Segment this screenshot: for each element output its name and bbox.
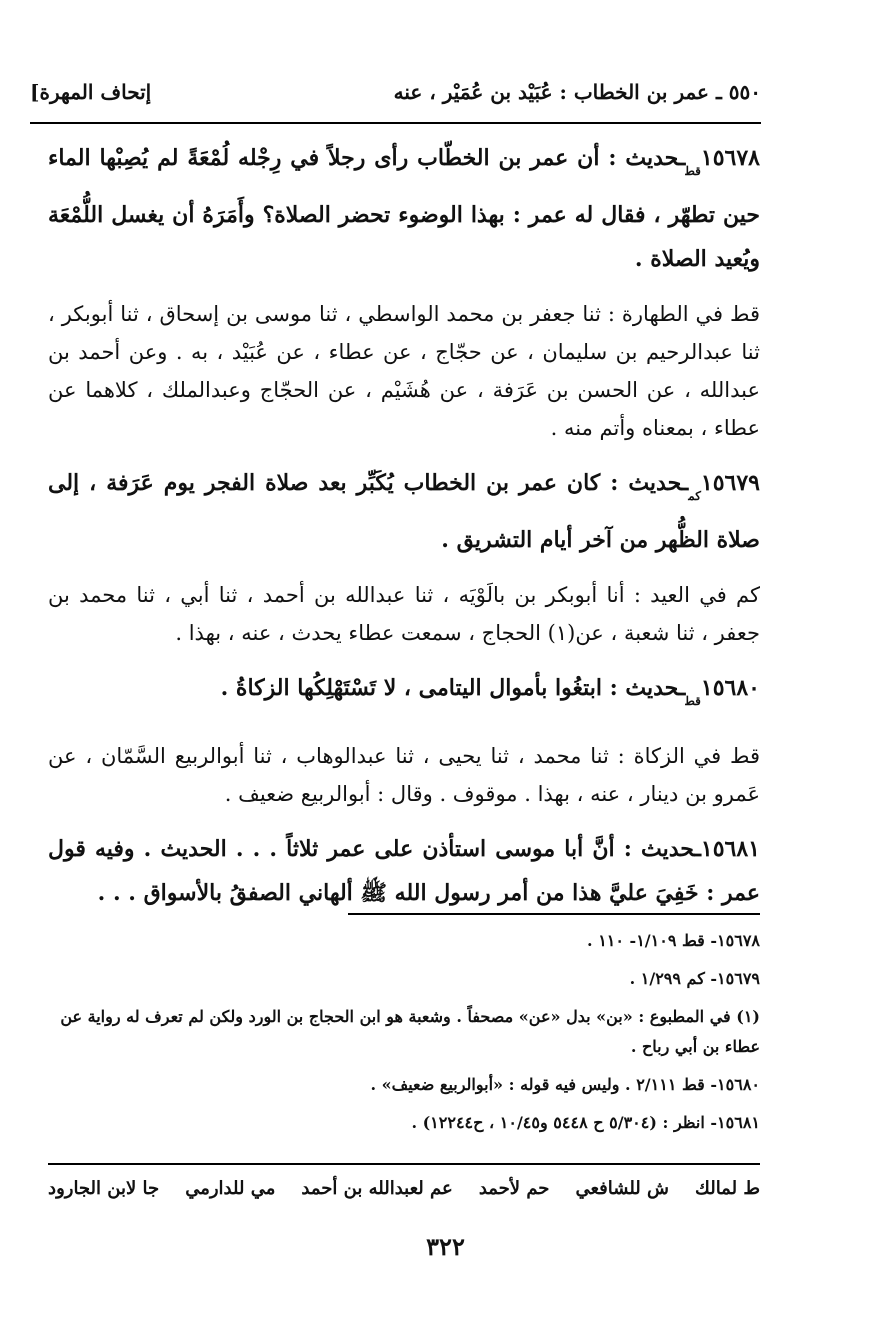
footnote-rule xyxy=(348,913,760,915)
source-code: قط xyxy=(685,694,701,708)
sigla-item: مي للدارمي xyxy=(185,1178,276,1199)
source-code: قط xyxy=(685,164,701,178)
hadith-number: ١٥٦٨١ xyxy=(700,836,760,862)
hadith-text: ـحديث : ابتغُوا بأموال اليتامى ، لا تَسْتَهْلِكُها الزكاةُ . xyxy=(220,675,686,701)
isnad-paragraph xyxy=(48,295,760,447)
sigla-legend xyxy=(48,1178,760,1199)
isnad-paragraph xyxy=(48,576,760,652)
page-number: ٣٢٢ xyxy=(426,1232,465,1261)
hadith-text: ـحديث : أن عمر بن الخطّاب رأى رجلاً في رِجْله لُمْعَةً لم يُصِبْها الماء حين تطهّر ، فقال له عمر : بهذا الوضوء تحضر الصلاة؟ وأَمَرَهُ أن يغسل اللُّمْعَة ويُعيد الصلاة . xyxy=(48,145,760,272)
hadith-15679 xyxy=(48,461,760,562)
footnote: ١٥٦٧٨- قط ١/١٠٩- ١١٠ . xyxy=(587,931,760,950)
hadith-15681 xyxy=(48,827,760,915)
book-title: [إتحاف المهرة xyxy=(30,80,152,104)
isnad-text: قط في الطهارة : ثنا جعفر بن محمد الواسطي ، ثنا موسى بن إسحاق ، ثنا أبوبكر ، ثنا عبدالرحيم بن سليمان ، عن حجّاج ، عن عطاء ، عن عُبَيْد ، به . وعن أحمد بن عبدالله ، عن الحسن بن عَرَفة ، عن هُشَيْم ، عن الحجّاج وعبدالملك ، كلاهما عن عطاء ، بمعناه وأتم منه . xyxy=(48,302,760,440)
sigla-item: عم لعبدالله بن أحمد xyxy=(301,1178,453,1199)
footnote: ١٥٦٨١- انظر : (٥/٣٠٤ ح ٥٤٤٨ و١٠/٤٥ ، ح١٢٢٤٤) . xyxy=(411,1113,760,1132)
hadith-number: ١٥٦٧٩ xyxy=(700,470,760,496)
isnad-text: قط في الزكاة : ثنا محمد ، ثنا يحيى ، ثنا عبدالوهاب ، ثنا أبوالربيع السَّمّان ، عن عَمرو بن دينار ، عنه ، بهذا . موقوف . وقال : أبوالربيع ضعيف . xyxy=(48,744,760,806)
hadith-text: ـحديث : أنَّ أبا موسى استأذن على عمر ثلاثاً . . . الحديث . وفيه قول عمر : خَفِيَ عليَّ هذا من أمر رسول الله ﷺ ألهاني الصفقُ بالأسواق . . . xyxy=(48,836,760,906)
sigla-item: ش للشافعي xyxy=(575,1178,669,1199)
hadith-15678 xyxy=(48,136,760,281)
running-title: ٥٥٠ ـ عمر بن الخطاب : عُبَيْد بن عُمَيْر ، عنه xyxy=(393,80,761,104)
hadith-number: ١٥٦٧٨ xyxy=(700,145,760,171)
main-text xyxy=(48,136,760,929)
hadith-number: ١٥٦٨٠ xyxy=(700,675,760,701)
header-rule xyxy=(30,122,761,124)
sigla-item: جا لابن الجارود xyxy=(48,1178,160,1199)
footnote: (١) في المطبوع : «بن» بدل «عن» مصحفاً . وشعبة هو ابن الحجاج بن الورد ولكن لم تعرف له رواية عن عطاء بن أبي رباح . xyxy=(60,1007,760,1056)
isnad-text: كم في العيد : أنا أبوبكر بن بالَوْيَه ، ثنا عبدالله بن أحمد ، ثنا أبي ، ثنا محمد بن جعفر ، ثنا شعبة ، عن(١) الحجاج ، سمعت عطاء يحدث ، عنه ، بهذا . xyxy=(48,583,760,645)
footnote: ١٥٦٧٩- كم ١/٢٩٩ . xyxy=(629,969,760,988)
sigla-item: حم لأحمد xyxy=(478,1178,550,1199)
footnotes xyxy=(48,926,760,1146)
isnad-paragraph xyxy=(48,737,760,813)
footnote: ١٥٦٨٠- قط ٢/١١١ . وليس فيه قوله : «أبوالربيع ضعيف» . xyxy=(370,1075,760,1094)
sigla-item: ط لمالك xyxy=(695,1178,760,1199)
source-code: كم xyxy=(688,489,701,503)
page-header xyxy=(30,72,761,112)
hadith-text: ـحديث : كان عمر بن الخطاب يُكَبِّر بعد صلاة الفجر يوم عَرَفة ، إلى صلاة الظُّهر من آخر أيام التشريق . xyxy=(48,470,760,553)
hadith-15680 xyxy=(48,666,760,723)
sigla-rule xyxy=(48,1163,760,1165)
